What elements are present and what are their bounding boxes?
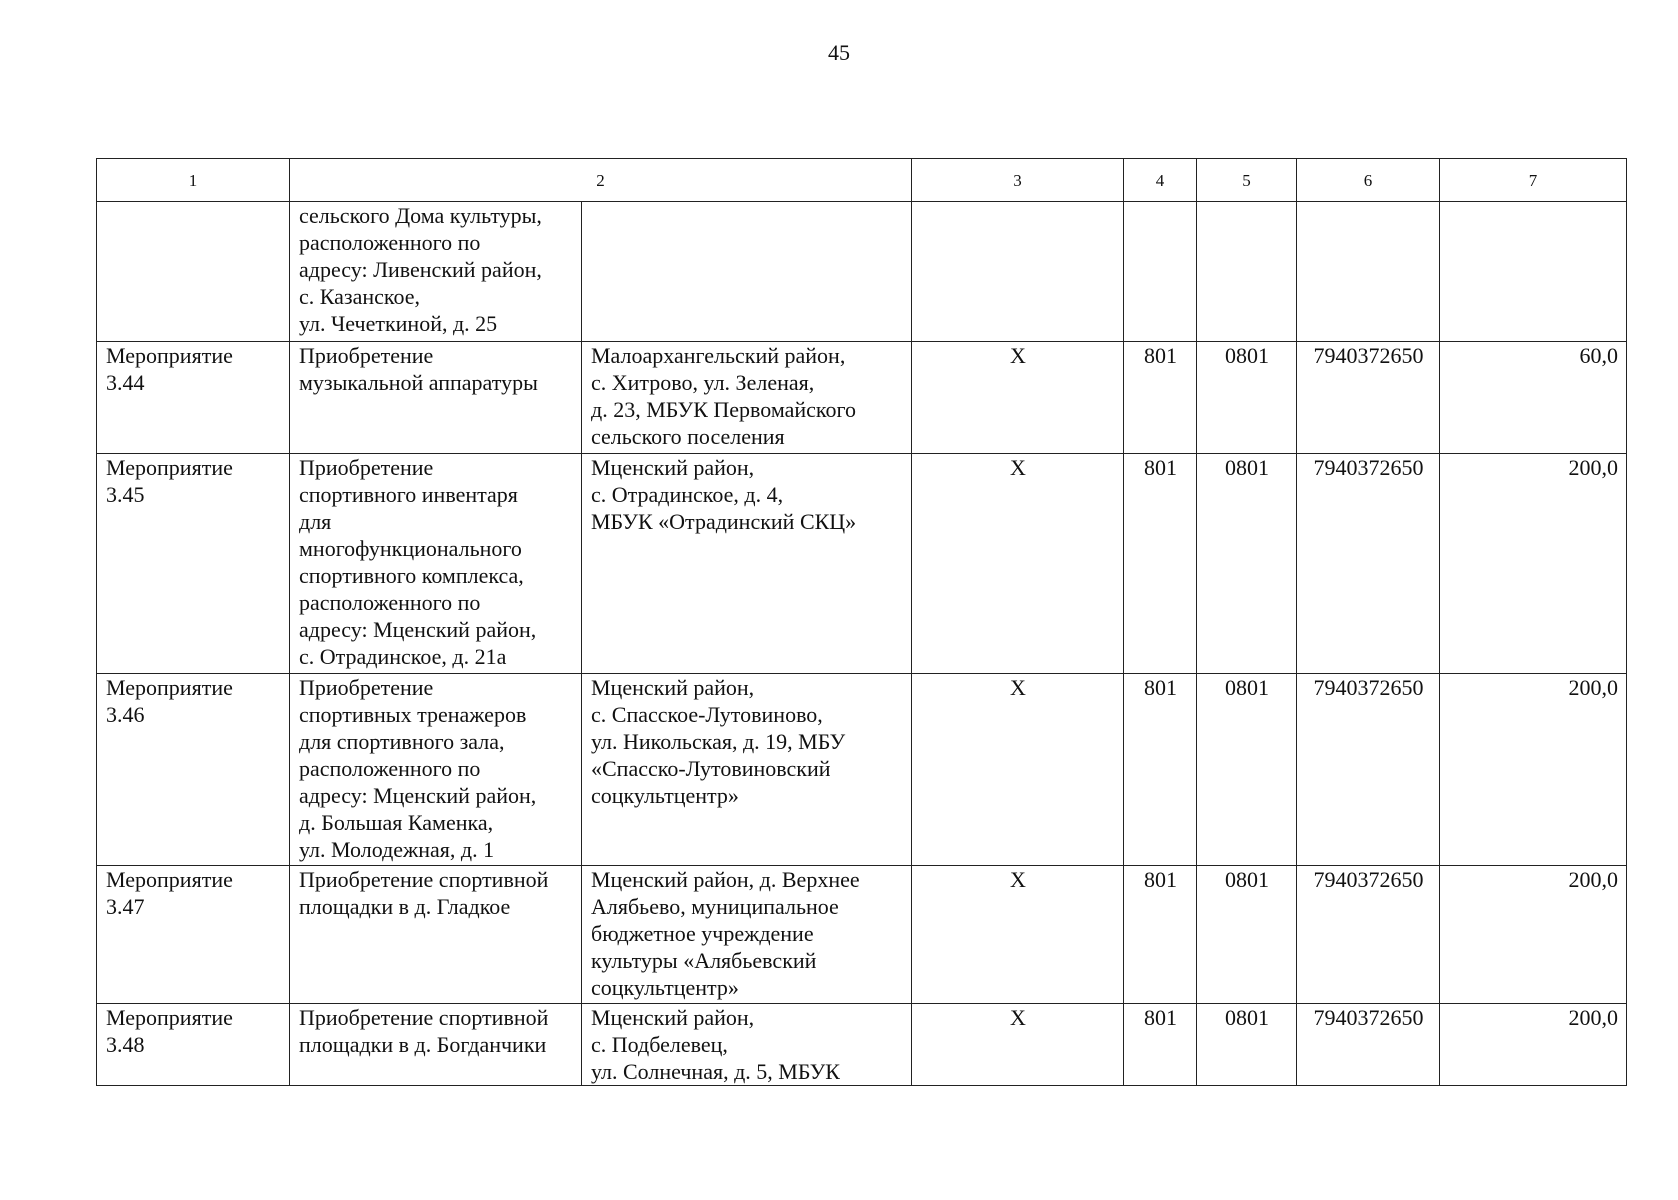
cell-event-empty bbox=[97, 202, 290, 342]
cell-event: Мероприятие 3.48 bbox=[97, 1004, 290, 1086]
cell-col6: 7940372650 bbox=[1297, 1004, 1440, 1086]
cell-location: Мценский район, с. Отрадинское, д. 4, МБУК «Отрадинский СКЦ» bbox=[582, 454, 912, 674]
cell-col6: 7940372650 bbox=[1297, 866, 1440, 1004]
cell-col5: 0801 bbox=[1197, 342, 1297, 454]
cell-location: Мценский район, д. Верхнее Алябьево, муниципальное бюджетное учреждение культуры «Алябьевский соцкультцентр» bbox=[582, 866, 912, 1004]
header-col-2: 2 bbox=[290, 159, 912, 202]
cell-col7-empty bbox=[1440, 202, 1627, 342]
cell-event: Мероприятие 3.46 bbox=[97, 674, 290, 866]
table-row-continuation bbox=[97, 202, 1627, 342]
cell-col4-empty bbox=[1124, 202, 1197, 342]
cell-col3: X bbox=[912, 454, 1124, 674]
cell-col5: 0801 bbox=[1197, 866, 1297, 1004]
cell-event: Мероприятие 3.44 bbox=[97, 342, 290, 454]
table-row bbox=[97, 866, 1627, 1004]
cell-col4: 801 bbox=[1124, 1004, 1197, 1086]
cell-location: Мценский район, с. Подбелевец, ул. Солнечная, д. 5, МБУК bbox=[582, 1004, 912, 1086]
cell-col6: 7940372650 bbox=[1297, 454, 1440, 674]
cell-col6: 7940372650 bbox=[1297, 674, 1440, 866]
cell-col4: 801 bbox=[1124, 454, 1197, 674]
cell-purpose-continuation: сельского Дома культуры, расположенного по адресу: Ливенский район, с. Казанское, ул. Чечеткиной, д. 25 bbox=[290, 202, 582, 342]
header-col-7: 7 bbox=[1440, 159, 1627, 202]
cell-col3: X bbox=[912, 342, 1124, 454]
header-col-6: 6 bbox=[1297, 159, 1440, 202]
cell-col3: X bbox=[912, 674, 1124, 866]
cell-col6: 7940372650 bbox=[1297, 342, 1440, 454]
header-row bbox=[97, 159, 1627, 202]
cell-col7: 200,0 bbox=[1440, 866, 1627, 1004]
cell-purpose: Приобретение спортивных тренажеров для спортивного зала, расположенного по адресу: Мценский район, д. Большая Каменка, ул. Молодежная, д. 1 bbox=[290, 674, 582, 866]
cell-col7: 200,0 bbox=[1440, 674, 1627, 866]
cell-col4: 801 bbox=[1124, 674, 1197, 866]
page-number: 45 bbox=[828, 40, 850, 65]
cell-event: Мероприятие 3.47 bbox=[97, 866, 290, 1004]
cell-purpose: Приобретение спортивной площадки в д. Богданчики bbox=[290, 1004, 582, 1086]
table-row bbox=[97, 674, 1627, 866]
cell-col7: 60,0 bbox=[1440, 342, 1627, 454]
cell-col3: X bbox=[912, 1004, 1124, 1086]
cell-col5: 0801 bbox=[1197, 674, 1297, 866]
cell-col5: 0801 bbox=[1197, 454, 1297, 674]
cell-purpose: Приобретение спортивной площадки в д. Гладкое bbox=[290, 866, 582, 1004]
header-col-4: 4 bbox=[1124, 159, 1197, 202]
cell-event: Мероприятие 3.45 bbox=[97, 454, 290, 674]
cell-purpose: Приобретение музыкальной аппаратуры bbox=[290, 342, 582, 454]
table-row bbox=[97, 454, 1627, 674]
cell-location: Малоархангельский район, с. Хитрово, ул. Зеленая, д. 23, МБУК Первомайского сельского поселения bbox=[582, 342, 912, 454]
cell-col5: 0801 bbox=[1197, 1004, 1297, 1086]
header-col-3: 3 bbox=[912, 159, 1124, 202]
cell-col3-empty bbox=[912, 202, 1124, 342]
cell-purpose: Приобретение спортивного инвентаря для многофункционального спортивного комплекса, расположенного по адресу: Мценский район, с. Отрадинское, д. 21а bbox=[290, 454, 582, 674]
cell-col7: 200,0 bbox=[1440, 1004, 1627, 1086]
cell-col4: 801 bbox=[1124, 342, 1197, 454]
header-col-5: 5 bbox=[1197, 159, 1297, 202]
cell-col4: 801 bbox=[1124, 866, 1197, 1004]
cell-col5-empty bbox=[1197, 202, 1297, 342]
cell-col3: X bbox=[912, 866, 1124, 1004]
header-col-1: 1 bbox=[97, 159, 290, 202]
table-row bbox=[97, 342, 1627, 454]
cell-col7: 200,0 bbox=[1440, 454, 1627, 674]
table-row bbox=[97, 1004, 1627, 1086]
cell-location: Мценский район, с. Спасское-Лутовиново, ул. Никольская, д. 19, МБУ «Спасско-Лутовиновский соцкультцентр» bbox=[582, 674, 912, 866]
budget-table bbox=[96, 158, 1627, 1086]
cell-col6-empty bbox=[1297, 202, 1440, 342]
cell-location-empty bbox=[582, 202, 912, 342]
